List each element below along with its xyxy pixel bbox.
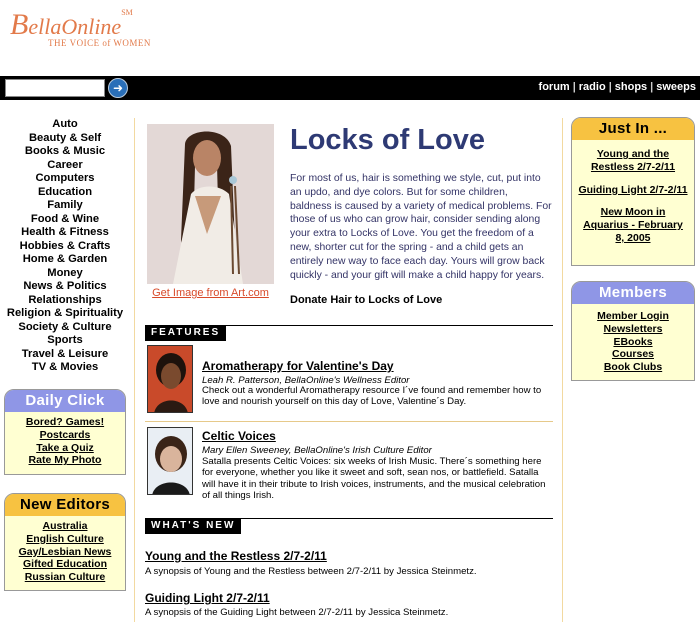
category-link[interactable]: Family <box>47 199 83 211</box>
search-go-button[interactable] <box>108 78 128 98</box>
feature-author-photo[interactable] <box>147 345 193 413</box>
whats-new-label: WHAT'S NEW <box>145 518 241 534</box>
nav-radio[interactable]: radio <box>578 81 606 93</box>
nav-separator: | <box>608 81 612 93</box>
nav-forum[interactable]: forum <box>538 81 570 93</box>
category-link[interactable]: Computers <box>35 172 95 184</box>
daily-click-box <box>4 389 126 475</box>
just-in-link[interactable]: Young and the Restless 2/7-2/11 <box>590 148 676 173</box>
daily-click-link[interactable]: Take a Quiz <box>36 441 94 454</box>
whats-new-description: A synopsis of Young and the Restless between 2/7-2/11 by Jessica Steinmetz. <box>145 566 477 577</box>
new-editor-link[interactable]: English Culture <box>26 532 104 545</box>
new-editor-link[interactable]: Russian Culture <box>24 571 106 584</box>
features-label: FEATURES <box>145 325 226 341</box>
feature-description: Check out a wonderful Aromatherapy resource I´ve found and remember how to love and nourish yourself on this day of Love, Valentine´s Day. <box>202 385 542 408</box>
whats-new-title-link[interactable]: Young and the Restless 2/7-2/11 <box>145 549 327 563</box>
right-column-divider <box>562 118 563 622</box>
new-editor-link[interactable]: Gay/Lesbian News <box>18 545 112 558</box>
category-link[interactable]: Career <box>47 158 83 171</box>
category-link[interactable]: Health & Fitness <box>21 226 109 238</box>
nav-separator: | <box>650 81 654 93</box>
nav-separator: | <box>572 81 576 93</box>
feature-title-link[interactable]: Celtic Voices <box>202 429 276 443</box>
feature-description: Satalla presents Celtic Voices: six weeks of Irish Music. There´s something here for everyone, whether you like it sweet and soft, sean nos, or battlefield. Satalla will have it in their tribute to Irish voices, instruments, and the musical celebration of all things Irish. <box>202 456 546 502</box>
just-in-box <box>571 117 695 266</box>
page-title: Locks of Love <box>290 124 485 156</box>
just-in-links <box>572 140 694 245</box>
category-link[interactable]: Sports <box>47 334 83 346</box>
portrait-illustration <box>147 124 274 284</box>
arrow-right-icon: ➜ <box>112 81 124 95</box>
category-link[interactable]: Hobbies & Crafts <box>19 239 111 252</box>
new-editors-title: New Editors <box>5 494 125 516</box>
feature-title-link[interactable]: Aromatherapy for Valentine's Day <box>202 359 394 373</box>
donate-hair-link[interactable]: Donate Hair to Locks of Love <box>290 294 443 306</box>
category-link[interactable]: Relationships <box>28 293 102 306</box>
locks-of-love-painting[interactable] <box>147 124 274 284</box>
category-link[interactable]: Food & Wine <box>30 212 100 225</box>
new-editor-link[interactable]: Gifted Education <box>23 558 107 571</box>
member-link[interactable]: Book Clubs <box>603 361 663 374</box>
category-link[interactable]: Beauty & Self <box>28 131 102 144</box>
bellaonline-logo[interactable] <box>10 8 160 48</box>
members-title: Members <box>572 282 694 304</box>
category-link[interactable]: Religion & Spirituality <box>6 307 124 319</box>
member-link[interactable]: Newsletters <box>603 322 663 335</box>
feature-author: Leah R. Patterson, BellaOnline's Wellness Editor <box>202 375 410 386</box>
category-link[interactable]: Education <box>37 185 93 198</box>
category-link[interactable]: News & Politics <box>23 280 107 292</box>
just-in-link[interactable]: Guiding Light 2/7-2/11 <box>578 183 688 196</box>
category-link[interactable]: Money <box>47 266 83 279</box>
daily-click-link[interactable]: Rate My Photo <box>28 454 102 467</box>
category-nav <box>0 118 130 375</box>
category-link[interactable]: Auto <box>52 118 78 130</box>
get-image-link[interactable]: Get Image from Art.com <box>152 287 269 299</box>
whats-new-description: A synopsis of the Guiding Light between 2/7-2/11 by Jessica Steinmetz. <box>145 607 449 618</box>
new-editors-links <box>5 516 125 584</box>
new-editors-box <box>4 493 126 591</box>
member-link[interactable]: EBooks <box>613 335 653 348</box>
member-link[interactable]: Member Login <box>597 310 669 322</box>
members-box <box>571 281 695 381</box>
member-link[interactable]: Courses <box>611 348 654 361</box>
spacer <box>578 196 688 206</box>
daily-click-link[interactable]: Bored? Games! <box>25 416 105 428</box>
new-editor-link[interactable]: Australia <box>42 520 88 532</box>
logo-wordmark: BellaOnline℠ <box>10 8 133 41</box>
nav-sweeps[interactable]: sweeps <box>656 81 696 93</box>
just-in-link[interactable]: New Moon in Aquarius - February 8, 2005 <box>583 206 683 244</box>
feature-separator <box>145 421 553 422</box>
author-photo-image <box>148 346 193 413</box>
category-link[interactable]: TV & Movies <box>31 361 99 373</box>
nav-shops[interactable]: shops <box>614 81 648 93</box>
just-in-title: Just In ... <box>572 118 694 140</box>
daily-click-link[interactable]: Postcards <box>39 428 91 441</box>
category-link[interactable]: Travel & Leisure <box>21 347 109 360</box>
members-links <box>572 304 694 374</box>
top-nav <box>539 81 696 93</box>
whats-new-title-link[interactable]: Guiding Light 2/7-2/11 <box>145 591 270 605</box>
top-bar <box>0 76 700 100</box>
daily-click-links <box>5 412 125 467</box>
feature-author-photo[interactable] <box>147 427 193 495</box>
author-photo-image <box>148 428 193 495</box>
feature-author: Mary Ellen Sweeney, BellaOnline's Irish Culture Editor <box>202 445 432 456</box>
search-input[interactable] <box>5 79 105 97</box>
logo-tagline: THE VOICE of WOMEN <box>48 38 151 48</box>
category-link[interactable]: Books & Music <box>24 145 106 157</box>
category-link[interactable]: Society & Culture <box>18 320 112 333</box>
spacer <box>578 174 688 184</box>
left-column-divider <box>134 118 135 622</box>
category-link[interactable]: Home & Garden <box>22 253 108 265</box>
daily-click-title: Daily Click <box>5 390 125 412</box>
intro-text: For most of us, hair is something we style, cut, put into an updo, and dye colors. But for some children, baldness is caused by a variety of medical problems. For those of us who can grow hair, consider sending along your extra to Locks of Love. You get the freedom of a new, shorter cut for the spring - and a child gets an entirely new way to face each day. Yours will grow back quickly - and your gift will make a child happy for years. <box>290 173 552 281</box>
